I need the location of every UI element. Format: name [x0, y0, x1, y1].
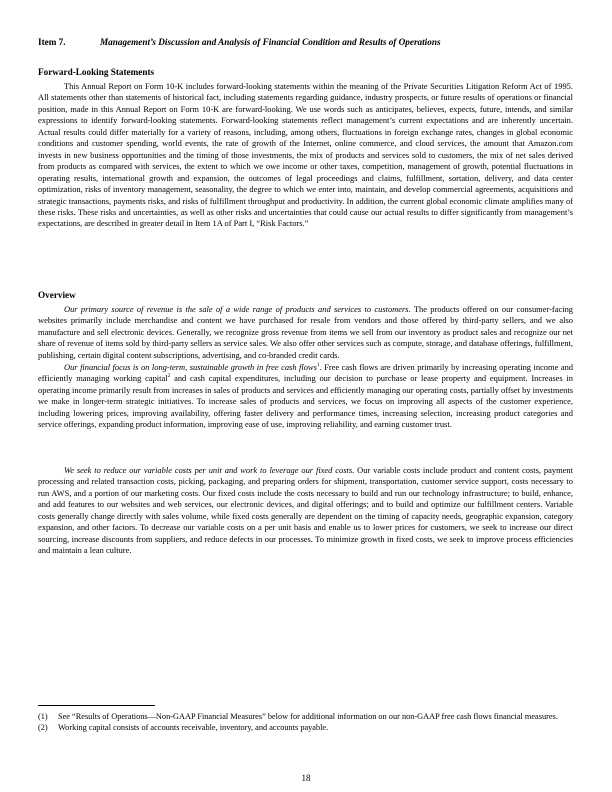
overview-paragraph-revenue [38, 304, 573, 361]
footnotes [38, 712, 578, 733]
revenue-lead: Our primary source of revenue is the sale of a wide range of products and services to customers [64, 304, 409, 314]
costs-lead: We seek to reduce our variable costs per unit and work to leverage our fixed costs [64, 465, 353, 475]
overview-paragraph-financial-focus [38, 362, 573, 431]
revenue-body: . The products offered on our consumer-facing websites primarily include merchandise and content we have purchased for resale from vendors and those offered by third-party sellers, and we also manufacture and sell electronic devices. Generally, we recognize gross revenue from items we sell from our inventory as product sales and recognize our net share of revenue of items sold by third-party sellers as service sales. We also offer other services such as compute, storage, and database offerings, fulfillment, publishing, certain digital content subscriptions, advertising, and co-branded credit cards. [38, 304, 574, 360]
footnote-1 [38, 712, 578, 723]
financial-focus-body-a: . Free cash flows are driven primarily by increasing operating income and efficiently managing working capital [38, 362, 574, 384]
footnote-divider [38, 705, 155, 706]
costs-body: . Our variable costs include product and content costs, payment processing and related transaction costs, picking, packaging, and preparing orders for shipment, transportation, customer service support, costs necessary to run AWS, and a portion of our marketing costs. Our fixed costs include the costs necessary to build and run our technology infrastructure; to build, enhance, and add features to our websites and web services, our electronic devices, and digital offerings; and to build and optimize our fulfillment centers. Variable costs generally change directly with sales volume, while fixed costs generally are dependent on the timing of capacity needs, geographic expansion, category expansion, and other factors. To decrease our variable costs on a per unit basis and enable us to lower prices for customers, we seek to increase our direct sourcing, increase discounts from suppliers, and reduce defects in our processes. To minimize growth in fixed costs, we seek to improve process efficiencies and maintain a lean culture. [38, 465, 573, 556]
item-heading [38, 37, 441, 47]
footnote-text: Working capital consists of accounts receivable, inventory, and accounts payable. [58, 722, 329, 732]
footnote-2 [38, 723, 578, 734]
footnote-mark: (1) [38, 712, 48, 721]
page-number: 18 [301, 773, 311, 783]
footnote-text: See “Results of Operations—Non-GAAP Financial Measures” below for additional information on our non-GAAP free cash flows financial measures. [58, 712, 558, 721]
overview-heading: Overview [38, 290, 76, 300]
overview-paragraph-costs [38, 465, 573, 557]
item-title: Management’s Discussion and Analysis of Financial Condition and Results of Operations [100, 37, 441, 47]
financial-focus-body-b: and cash capital expenditures, including our decision to purchase or lease property and equipment. Increases in operating income primarily result from increases in sales of products and services and efficiently managing our operating costs, partially offset by investments we make in longer-term strategic initiatives. To increase sales of products and services, we focus on improving all aspects of the customer experience, including lowering prices, improving availability, offering faster delivery and performance times, increasing selection, increasing product categories and service offerings, expanding product information, improving ease of use, improving reliability, and earning customer trust. [38, 373, 573, 430]
forward-looking-paragraph: This Annual Report on Form 10-K includes forward-looking statements within the meaning of the Private Securities Litigation Reform Act of 1995. All statements other than statements of historical fact, including statements regarding guidance, industry prospects, or future results of operations or financial position, made in this Annual Report on Form 10-K are forward-looking. We use words such as anticipates, believes, expects, future, intends, and similar expressions to identify forward-looking statements. Forward-looking statements reflect management’s current expectations and are inherently uncertain. Actual results could differ materially for a variety of reasons, including, among others, fluctuations in foreign exchange rates, changes in global economic conditions and customer spending, world events, the rate of growth of the Internet, online commerce, and cloud services, the amount that Amazon.com invests in new business opportunities and the timing of those investments, the mix of products and services sold to customers, the mix of net sales derived from products as compared with services, the extent to which we owe income or other taxes, competition, management of growth, potential fluctuations in operating results, international growth and expansion, the outcomes of legal proceedings and claims, fulfillment, sortation, delivery, and data center optimization, risks of inventory management, seasonality, the degree to which we enter into, maintain, and develop commercial agreements, acquisitions and strategic transactions, payments risks, and risks of fulfillment throughput and productivity. In addition, the current global economic climate amplifies many of these risks. These risks and uncertainties, as well as other risks and uncertainties that could cause our actual results to differ significantly from management’s expectations, are described in greater detail in Item 1A of Part I, “Risk Factors.” [38, 81, 573, 229]
item-number: Item 7. [38, 37, 66, 47]
footnote-mark: (2) [38, 722, 48, 732]
forward-looking-heading: Forward-Looking Statements [38, 67, 155, 77]
financial-focus-lead: Our financial focus is on long-term, sustainable growth in free cash flows [64, 362, 317, 372]
footnote-ref-2: 2 [167, 373, 171, 380]
footnote-ref-1: 1 [316, 362, 320, 369]
